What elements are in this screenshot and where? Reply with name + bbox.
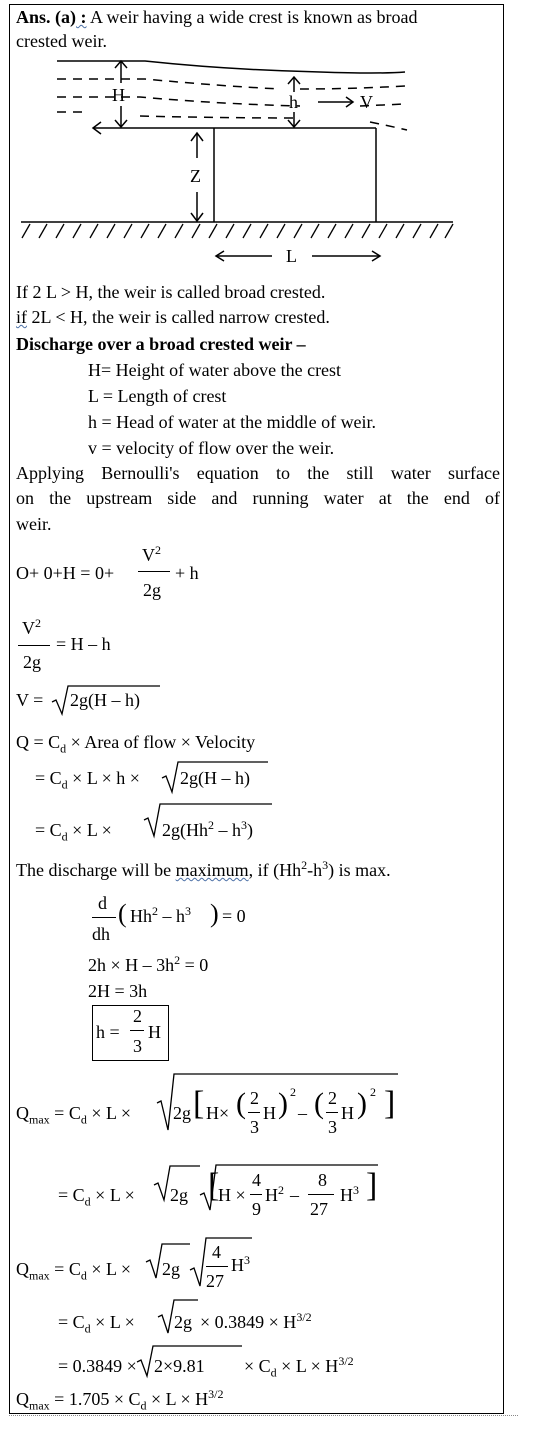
q-line-3-rad: $2g(Hh^2 - h^3)$ xyxy=(162,818,253,840)
q-line-3: = $C_d \times L$ × xyxy=(35,820,112,844)
section-heading: Discharge over a broad crested weir – xyxy=(16,334,306,354)
answer-label: Ans. (a) xyxy=(16,7,77,27)
label-V: V xyxy=(360,92,373,112)
box-num: 2 xyxy=(133,1006,142,1026)
qm3-H3: $H^3$ xyxy=(231,1253,250,1275)
definition-v: v = velocity of flow over the weir. xyxy=(88,438,335,458)
qmax-line-4-tail: × $0.3849 \times H^{3/2}$ xyxy=(200,1310,312,1332)
qmax-line-1: $Q_{max} = C_d \times L$ × xyxy=(16,1103,131,1127)
deriv-den: dh xyxy=(92,924,110,944)
eq2-num: $V^2$ xyxy=(22,616,41,638)
eq3-rad: 2g(H – h) xyxy=(70,690,140,710)
narrow-prefix: if xyxy=(16,307,27,327)
qm2-H2: $H^2$ xyxy=(265,1183,284,1205)
qmax-line-5-tail: × $C_d \times L \times H^{3/2}$ xyxy=(244,1354,354,1380)
step-1: $2h \times H - 3h^2 = 0$ xyxy=(88,953,209,975)
q-line-2: = $C_d \times L \times h$ × xyxy=(35,768,140,792)
step-2: 2H = 3h xyxy=(88,981,148,1001)
qm2-H3: $H^3$ xyxy=(340,1183,359,1205)
q-line-2-rad: 2g(H – h) xyxy=(180,768,250,788)
label-Z: Z xyxy=(190,166,201,186)
deriv-num: d xyxy=(98,893,107,913)
eq1-num: $V^2$ xyxy=(142,543,161,565)
eq3-left: V = xyxy=(16,690,44,710)
upper-surface xyxy=(57,61,405,73)
intro-line-2: crested weir. xyxy=(16,31,107,51)
qmax-final: $Q_{max} = 1.705 \times C_d \times L \times H^{3/2}$ xyxy=(16,1387,224,1413)
eq1-den: 2g xyxy=(143,580,161,600)
qmax-line-5: = 0.3849 × xyxy=(58,1356,137,1376)
bernoulli-line-1: Applying Bernoulli's equation to the still water surface xyxy=(16,463,500,483)
label-h: h xyxy=(289,92,298,112)
qmax-line-2: = $C_d \times L$ × xyxy=(58,1185,135,1209)
answer-colon: : xyxy=(76,7,87,27)
intro-text: A weir having a wide crest is known as broad xyxy=(90,7,418,27)
definition-L: L = Length of crest xyxy=(88,386,227,406)
box-den: 3 xyxy=(133,1036,142,1056)
deriv-eq: = 0 xyxy=(222,906,246,926)
eq1-plus-h: + h xyxy=(175,563,199,583)
weir-diagram xyxy=(0,0,538,275)
q-definition: $Q = C_d$ × Area of flow × Velocity xyxy=(16,732,256,756)
bernoulli-line-2: on the upstream side and running water at the end of xyxy=(16,488,500,508)
eq2-den: 2g xyxy=(23,652,41,672)
narrow-rest: 2L < H, the weir is called narrow crested. xyxy=(27,307,330,327)
label-H: H xyxy=(112,85,125,105)
definition-H: H= Height of water above the crest xyxy=(88,360,342,380)
flow-line-1 xyxy=(57,79,405,89)
box-H: H xyxy=(148,1022,161,1042)
bernoulli-line-3: weir. xyxy=(16,514,52,534)
eq2-right: = H – h xyxy=(56,634,111,654)
qmax-line-3: $Q_{max} = C_d \times L$ × xyxy=(16,1259,131,1283)
condition-broad: If 2 L > H, the weir is called broad crested. xyxy=(16,282,326,302)
definition-h: h = Head of water at the middle of weir. xyxy=(88,412,377,432)
ground-hatching xyxy=(22,224,453,238)
label-L: L xyxy=(286,246,297,266)
condition-narrow xyxy=(16,307,330,327)
box-h: h = xyxy=(96,1022,120,1042)
radical-signs xyxy=(0,680,538,1413)
deriv-body: $Hh^2 - h^3$ xyxy=(130,904,191,926)
bottom-divider xyxy=(9,1415,518,1416)
qmax-line-4: = $C_d \times L$ × xyxy=(58,1312,135,1336)
eq1-left: O+ 0+H = 0+ xyxy=(16,563,115,583)
max-condition: The discharge will be maximum, if $(Hh^2-h^3)$ is max. xyxy=(16,858,391,880)
